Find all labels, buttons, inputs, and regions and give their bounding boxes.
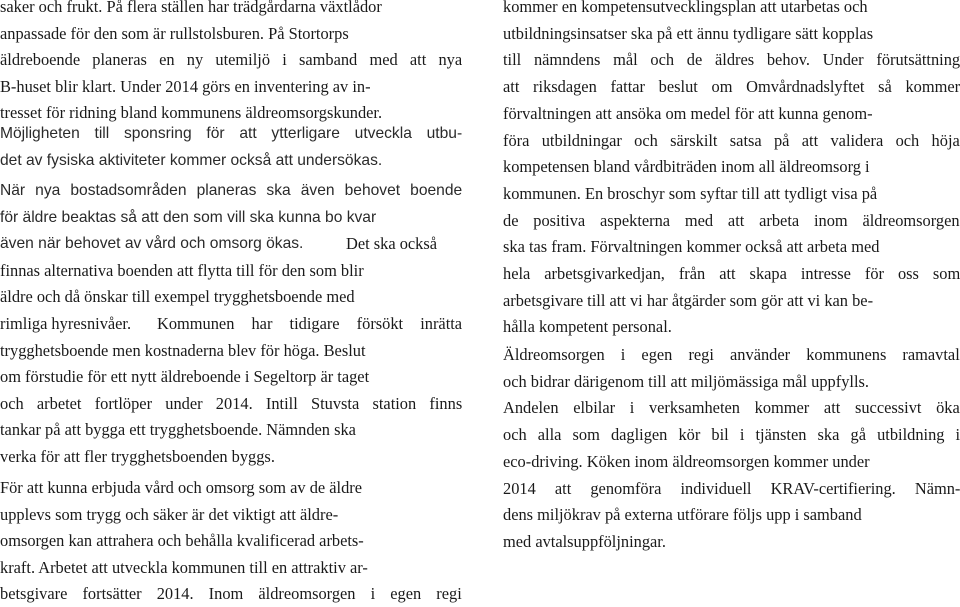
text-line: om förstudie för ett nytt äldreboende i Segeltorp är taget bbox=[0, 367, 370, 387]
text-line: anpassade för den som är rullstolsburen. På Stortorps bbox=[0, 23, 349, 43]
text-line: 2014 att genomföra individuell KRAV-certifiering. Nämn- bbox=[503, 478, 960, 498]
text-line: verka för att fler trygghetsboenden byggs. bbox=[0, 447, 275, 466]
text-line: tresset för ridning bland kommunens äldreomsorgskunder. bbox=[0, 103, 383, 123]
text-line: Möjligheten till sponsring för att ytterligare utveckla utbu- bbox=[0, 125, 463, 142]
text-line: ska tas fram. Förvaltningen kommer också att arbeta med bbox=[503, 237, 880, 257]
text-line: betsgivare fortsätter 2014. Inom äldreomsorgen i egen regi bbox=[0, 584, 462, 604]
text-line: till nämndens mål och de äldres behov. Under förutsättning bbox=[503, 50, 960, 70]
text-line: tankar på att bygga ett trygghetsboende. Nämnden ska bbox=[0, 420, 356, 440]
text-line: Det ska också bbox=[346, 234, 438, 254]
text-line: att riksdagen fattar beslut om Omvårdnadslyftet så kommer bbox=[503, 77, 960, 97]
text-line: omsorgen kan attrahera och behålla kvalificerad arbets- bbox=[0, 531, 364, 551]
text-line: äldreboende planeras en ny utemiljö i samband med att nya bbox=[0, 50, 463, 70]
text-line: eco-driving. Köken inom äldreomsorgen kommer under bbox=[503, 451, 870, 471]
text-line: kompetensen bland vårdbiträden inom all äldreomsorg i bbox=[503, 157, 870, 177]
text-line: B-huset blir klart. Under 2014 görs en inventering av in- bbox=[0, 76, 371, 96]
text-line: kommer en kompetensutvecklingsplan att utarbetas och bbox=[503, 0, 868, 16]
text-line: arbetsgivare till att vi har åtgärder som gör att vi kan be- bbox=[503, 290, 874, 310]
text-line: saker och frukt. På flera ställen har trädgårdarna växtlådor bbox=[0, 0, 382, 16]
text-line: de positiva aspekterna med att arbeta inom äldreomsorgen bbox=[503, 210, 960, 230]
text-line: för äldre beaktas så att den som vill ska kunna bo kvar bbox=[0, 208, 377, 226]
text-line: hela arbetsgivarkedjan, från att skapa intresse för oss som bbox=[503, 264, 960, 283]
text-line: kommunen. En broschyr som syftar till att tydligt visa på bbox=[503, 183, 878, 203]
text-line: Andelen elbilar i verksamheten kommer att successivt öka bbox=[503, 398, 960, 418]
text-line: kraft. Arbetet att utveckla kommunen till en attraktiv ar- bbox=[0, 557, 368, 577]
text-line: hålla kompetent personal. bbox=[503, 317, 672, 337]
text-line: Kommunen har tidigare försökt inrätta bbox=[157, 314, 463, 333]
text-line: med avtalsuppföljningar. bbox=[503, 531, 666, 551]
text-line: och alla som dagligen kör bil i tjänsten ska gå utbildning i bbox=[503, 425, 960, 445]
text-line: trygghetsboende men kostnaderna blev för höga. Beslut bbox=[0, 340, 366, 360]
text-line: Äldreomsorgen i egen regi använder kommunens ramavtal bbox=[503, 345, 960, 364]
text-line: finnas alternativa boenden att flytta till för den som blir bbox=[0, 260, 364, 280]
text-line: föra utbildningar och särskilt satsa på att validera och höja bbox=[503, 130, 960, 150]
text-line: utbildningsinsatser ska på ett ännu tydligare sätt kopplas bbox=[503, 23, 874, 43]
text-line: förvaltningen att ansöka om medel för att kunna genom- bbox=[503, 103, 873, 123]
text-line: även när behovet av vård och omsorg ökas. bbox=[0, 235, 304, 253]
text-line: När nya bostadsområden planeras ska även behovet boende bbox=[0, 182, 463, 199]
text-line: och arbetet fortlöper under 2014. Intill Stuvsta station finns bbox=[0, 393, 463, 413]
text-line: dens miljökrav på externa utförare följs upp i samband bbox=[503, 505, 862, 525]
text-line: och bidrar därigenom till att miljömässiga mål uppfylls. bbox=[503, 371, 869, 391]
text-line: det av fysiska aktiviteter kommer också att undersökas. bbox=[0, 151, 383, 169]
text-line: upplevs som trygg och säker är det viktigt att äldre- bbox=[0, 504, 339, 524]
text-line: äldre och då önskar till exempel trygghetsboende med bbox=[0, 287, 355, 307]
text-line: För att kunna erbjuda vård och omsorg som av de äldre bbox=[0, 478, 363, 497]
text-line: rimliga hyresnivåer. bbox=[0, 314, 132, 333]
